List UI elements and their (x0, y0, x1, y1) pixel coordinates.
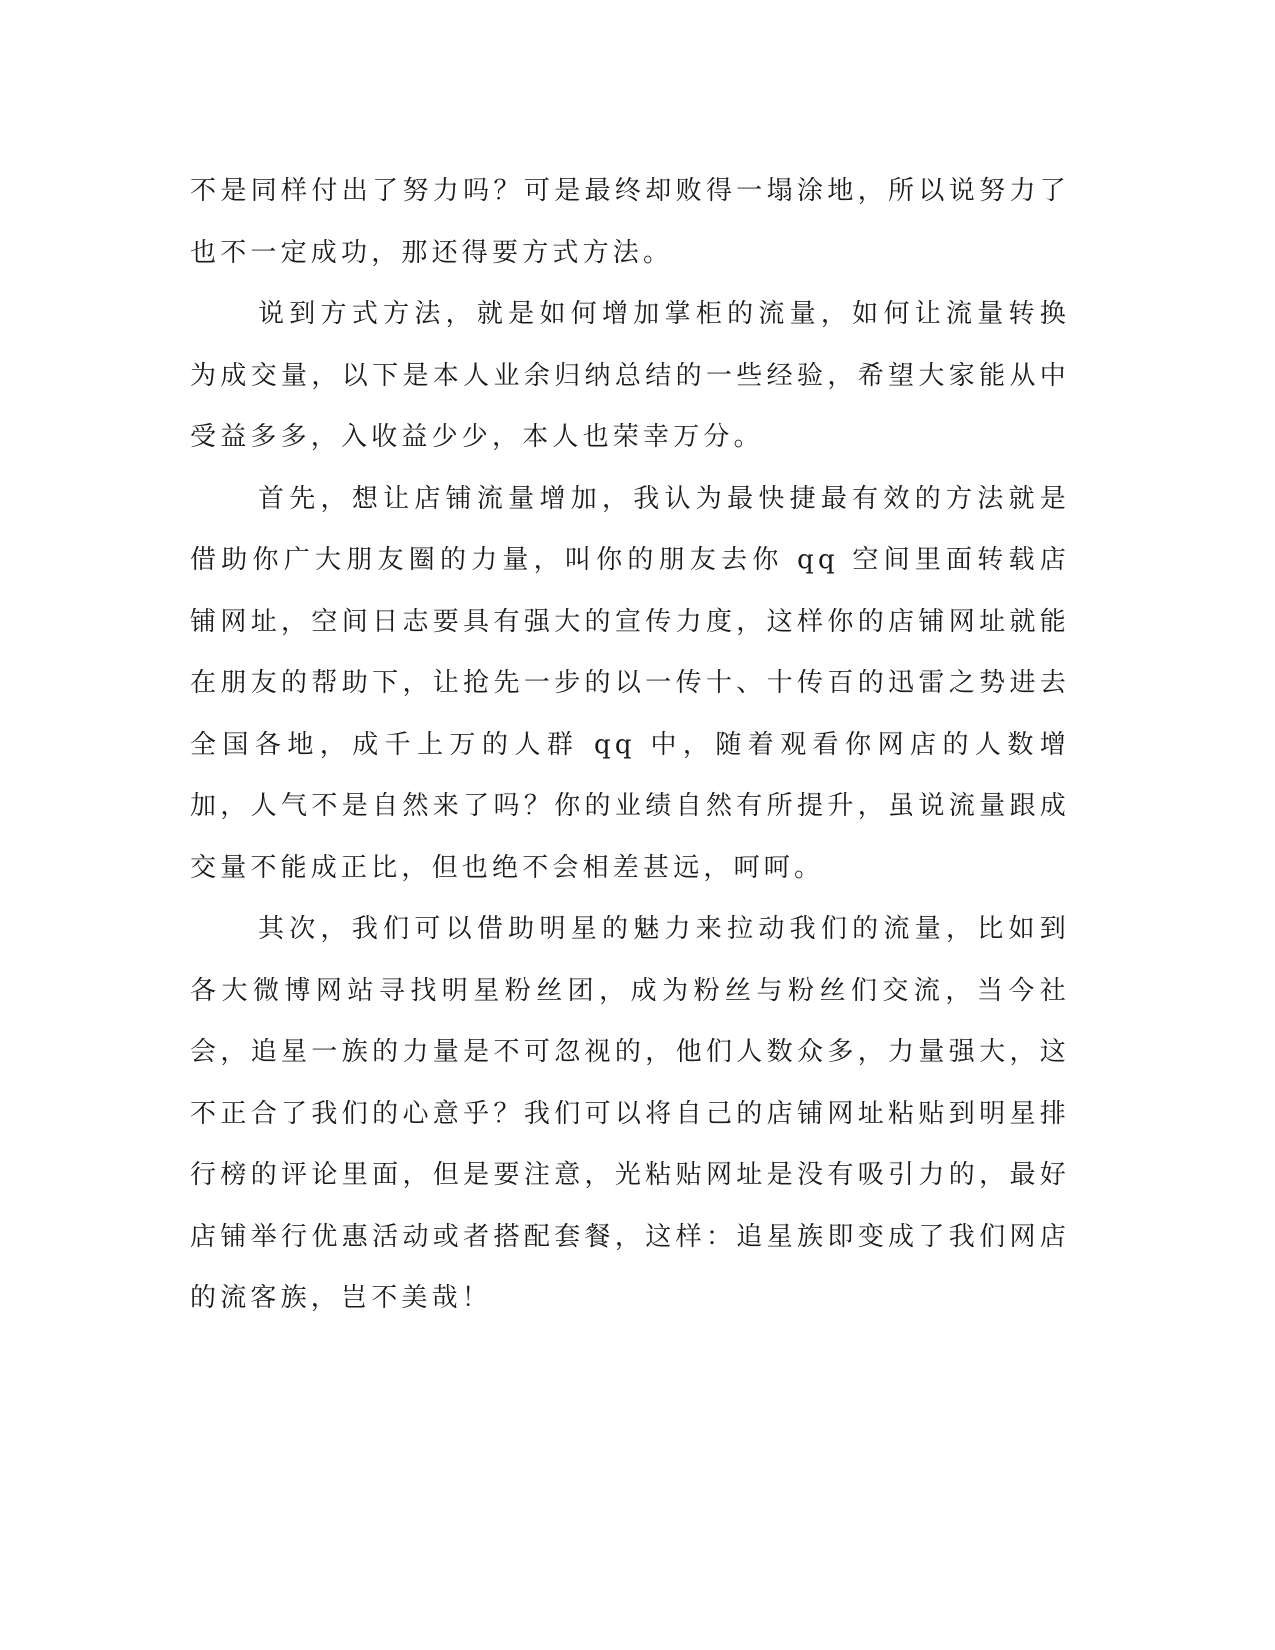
paragraph-continuation: 不是同样付出了努力吗？可是最终却败得一塌涂地，所以说努力了也不一定成功，那还得要方式方法。 (190, 176, 1070, 268)
paragraph-methods: 说到方式方法，就是如何增加掌柜的流量，如何让流量转换为成交量，以下是本人业余归纳总结的一些经验，希望大家能从中受益多多，入收益少少，本人也荣幸万分。 (190, 299, 1070, 452)
document-body (190, 161, 1070, 1330)
paragraph-second: 其次，我们可以借助明星的魅力来拉动我们的流量，比如到各大微博网站寻找明星粉丝团，成为粉丝与粉丝们交流，当今社会，追星一族的力量是不可忽视的，他们人数众多，力量强大，这不正合了我们的心意乎？我们可以将自己的店铺网址粘贴到明星排行榜的评论里面，但是要注意，光粘贴网址是没有吸引力的，最好店铺举行优惠活动或者搭配套餐，这样：追星族即变成了我们网店的流客族，岂不美哉！ (190, 914, 1070, 1313)
paragraph-first: 首先，想让店铺流量增加，我认为最快捷最有效的方法就是借助你广大朋友圈的力量，叫你的朋友去你 qq 空间里面转载店铺网址，空间日志要具有强大的宣传力度，这样你的店铺网址就能在朋友的帮助下，让抢先一步的以一传十、十传百的迅雷之势进去全国各地，成千上万的人群 qq 中，随着观看你网店的人数增加，人气不是自然来了吗？你的业绩自然有所提升，虽说流量跟成交量不能成正比，但也绝不会相差甚远，呵呵。 (190, 483, 1070, 883)
